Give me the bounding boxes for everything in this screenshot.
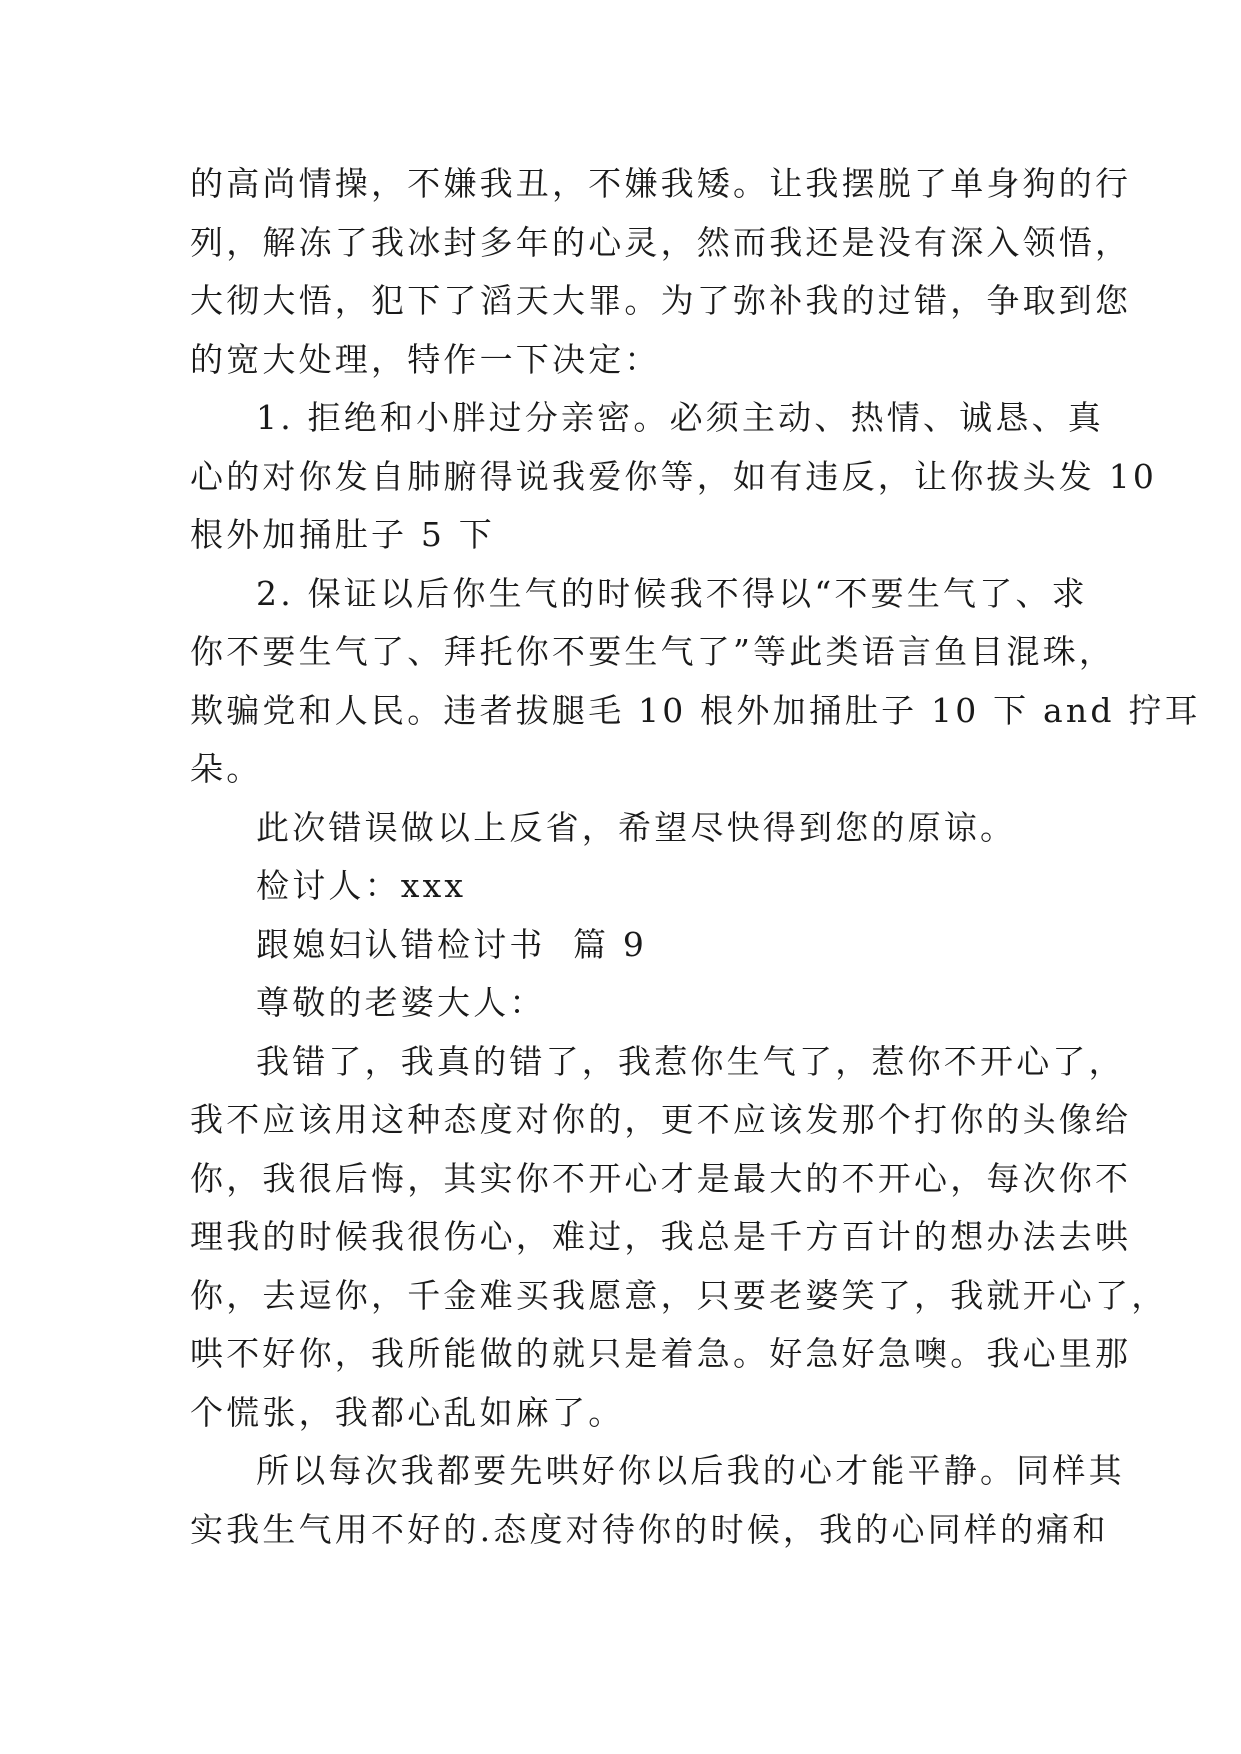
text-line: 跟媳妇认错检讨书 篇 9 — [256, 924, 648, 964]
text-line: 检讨人：xxx — [256, 866, 467, 905]
text-line: 此次错误做以上反省，希望尽快得到您的原谅。 — [256, 807, 1017, 847]
text-line: 根外加捅肚子 5 下 — [190, 515, 495, 554]
text-line: 你，我很后悔，其实你不开心才是最大的不开心，每次你不 — [190, 1158, 1132, 1198]
text-line: 实我生气用不好的.态度对待你的时候，我的心同样的痛和 — [190, 1509, 1109, 1549]
text-line: 朵。 — [190, 749, 263, 788]
text-line: 我不应该用这种态度对你的，更不应该发那个打你的头像给 — [190, 1100, 1132, 1139]
text-line: 大彻大悟，犯下了滔天大罪。为了弥补我的过错，争取到您 — [190, 281, 1132, 320]
text-line: 的宽大处理，特作一下决定： — [190, 339, 661, 379]
text-line: 所以每次我都要先哄好你以后我的心才能平静。同样其 — [256, 1451, 1125, 1490]
text-line: 哄不好你，我所能做的就只是着急。好急好急噢。我心里那 — [190, 1334, 1132, 1373]
text-line: 欺骗党和人民。违者拔腿毛 10 根外加捅肚子 10 下 and 拧耳 — [190, 690, 1201, 730]
text-line: 你，去逗你，千金难买我愿意，只要老婆笑了，我就开心了， — [190, 1275, 1168, 1315]
text-line: 2. 保证以后你生气的时候我不得以“不要生气了、求 — [256, 573, 1088, 613]
text-line: 的高尚情操，不嫌我丑，不嫌我矮。让我摆脱了单身狗的行 — [190, 164, 1132, 203]
text-line: 列，解冻了我冰封多年的心灵，然而我还是没有深入领悟， — [190, 222, 1132, 262]
text-line: 1. 拒绝和小胖过分亲密。必须主动、热情、诚恳、真 — [256, 398, 1104, 437]
text-line: 你不要生气了、拜托你不要生气了”等此类语言鱼目混珠， — [190, 632, 1116, 671]
text-line: 个慌张，我都心乱如麻了。 — [190, 1392, 625, 1432]
text-line: 理我的时候我很伤心，难过，我总是千方百计的想办法去哄 — [190, 1217, 1132, 1256]
text-line: 尊敬的老婆大人： — [256, 983, 546, 1022]
document-body — [190, 155, 1201, 1559]
text-line: 心的对你发自肺腑得说我爱你等，如有违反，让你拔头发 10 — [190, 456, 1158, 496]
text-line: 我错了，我真的错了，我惹你生气了，惹你不开心了， — [256, 1041, 1125, 1081]
